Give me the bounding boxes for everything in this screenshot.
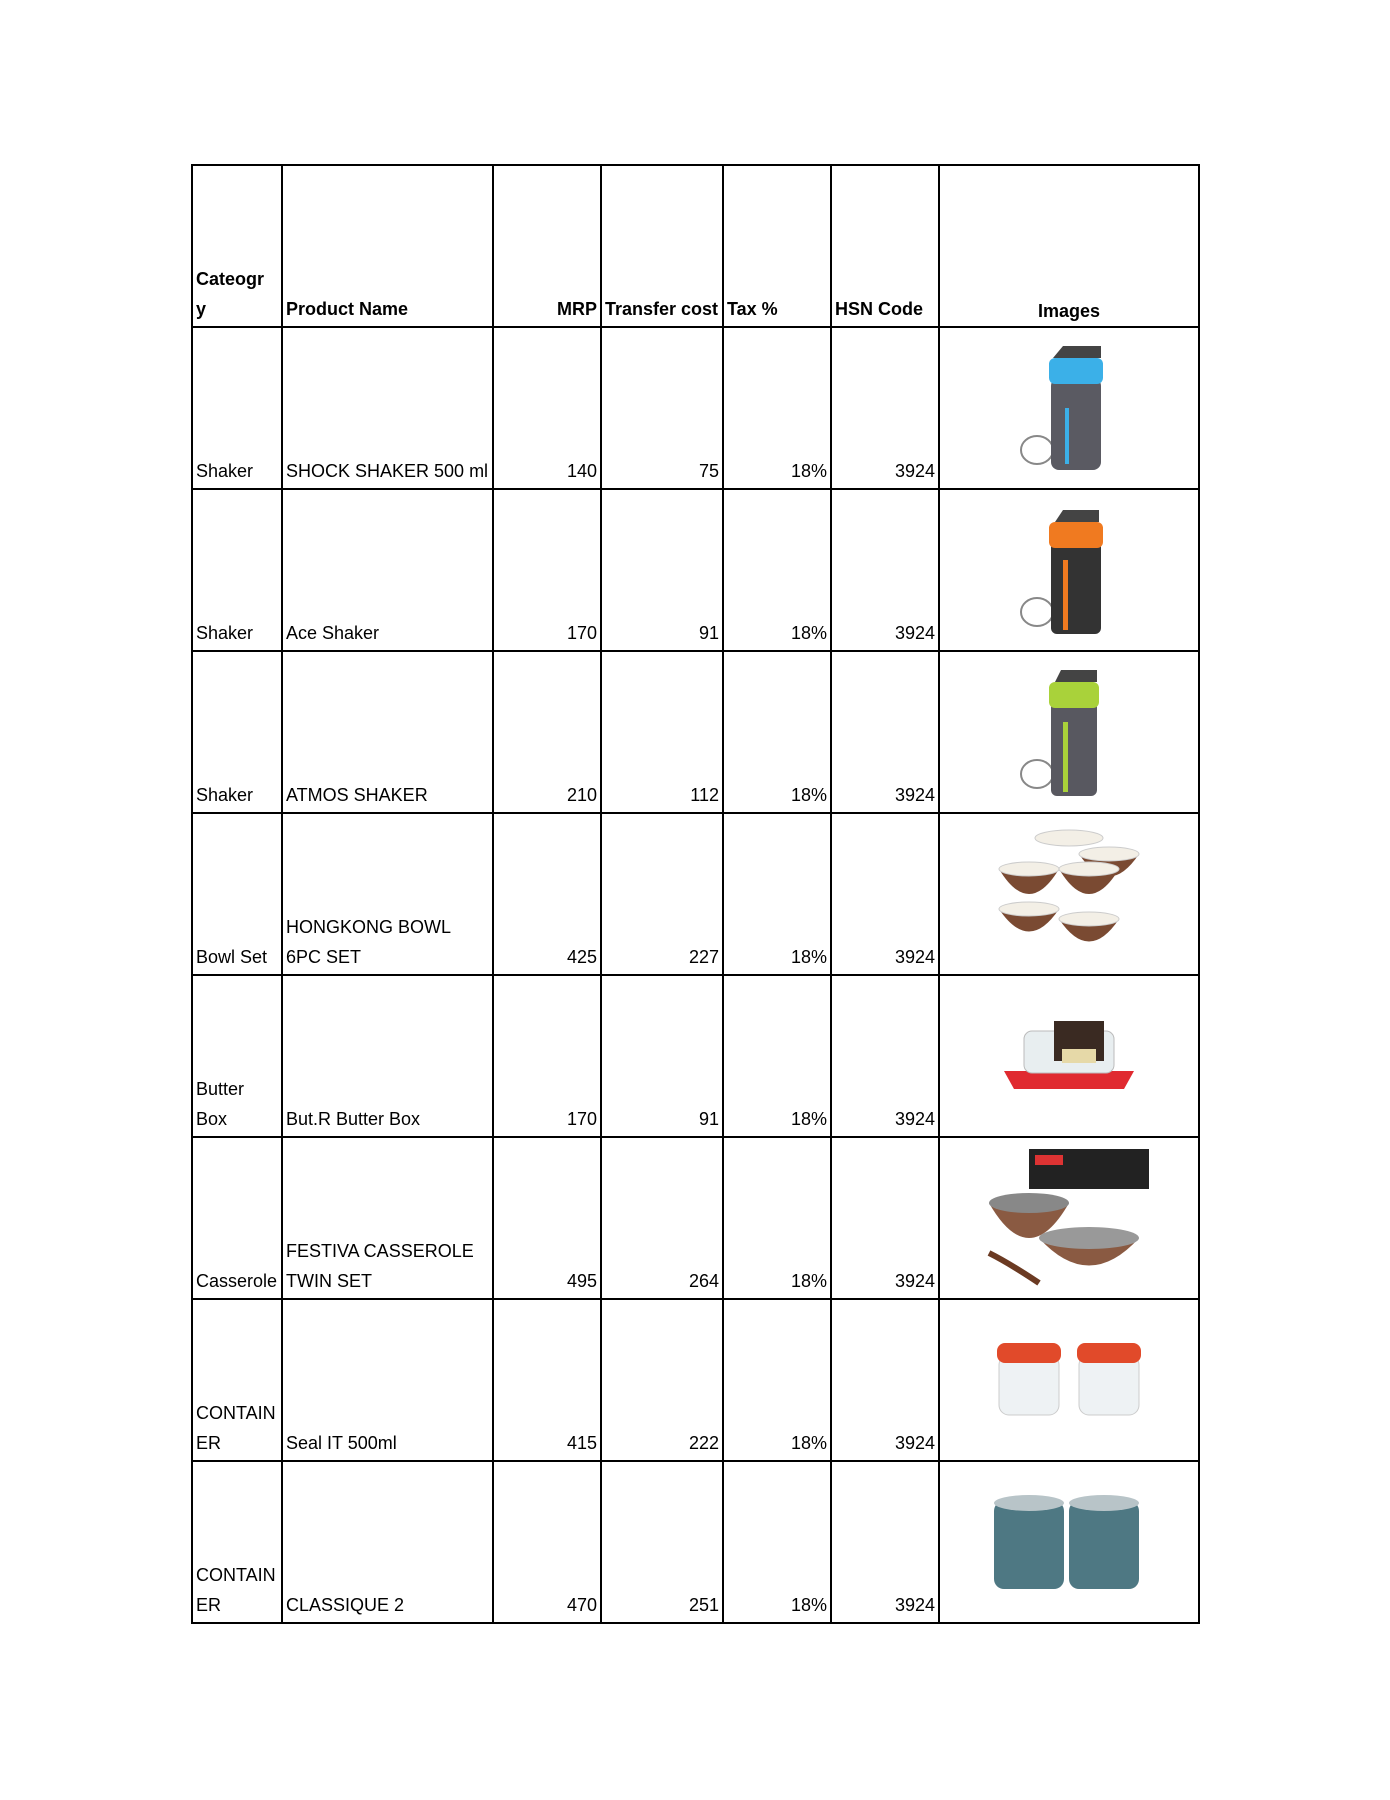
- hsn-code-cell: 3924: [831, 327, 939, 489]
- tax-cell: 18%: [723, 327, 831, 489]
- hsn-code-cell: 3924: [831, 1137, 939, 1299]
- canister-pair-image: [940, 1487, 1198, 1597]
- table-row: [192, 1299, 1199, 1461]
- header-hsn-code: HSN Code: [831, 165, 939, 327]
- header-mrp: MRP: [493, 165, 601, 327]
- mrp-cell: 415: [493, 1299, 601, 1461]
- table-row: [192, 489, 1199, 651]
- header-row: [192, 165, 1199, 327]
- mrp-cell: 425: [493, 813, 601, 975]
- table-row: [192, 813, 1199, 975]
- product-image-cell: [939, 1299, 1199, 1461]
- product-image-cell: [939, 651, 1199, 813]
- green-shaker-bottle-image: [940, 662, 1198, 802]
- orange-shaker-bottle-image: [940, 500, 1198, 640]
- product-name-cell: SHOCK SHAKER 500 ml: [282, 327, 493, 489]
- mrp-cell: 170: [493, 975, 601, 1137]
- hsn-code-cell: 3924: [831, 1299, 939, 1461]
- transfer-cost-cell: 264: [601, 1137, 723, 1299]
- product-image-cell: [939, 1137, 1199, 1299]
- tax-cell: 18%: [723, 1137, 831, 1299]
- product-image-cell: [939, 975, 1199, 1137]
- table-row: [192, 1461, 1199, 1623]
- header-tax: Tax %: [723, 165, 831, 327]
- product-name-cell: FESTIVA CASSEROLE TWIN SET: [282, 1137, 493, 1299]
- product-name-cell: CLASSIQUE 2: [282, 1461, 493, 1623]
- table-row: [192, 327, 1199, 489]
- transfer-cost-cell: 251: [601, 1461, 723, 1623]
- table-row: [192, 975, 1199, 1137]
- product-image-cell: [939, 327, 1199, 489]
- category-cell: CONTAINER: [192, 1461, 282, 1623]
- tax-cell: 18%: [723, 975, 831, 1137]
- product-name-cell: HONGKONG BOWL 6PC SET: [282, 813, 493, 975]
- transfer-cost-cell: 75: [601, 327, 723, 489]
- transfer-cost-cell: 112: [601, 651, 723, 813]
- hsn-code-cell: 3924: [831, 651, 939, 813]
- header-product-name: Product Name: [282, 165, 493, 327]
- product-name-cell: ATMOS SHAKER: [282, 651, 493, 813]
- header-transfer-cost: Transfer cost: [601, 165, 723, 327]
- mrp-cell: 470: [493, 1461, 601, 1623]
- blue-shaker-bottle-image: [940, 338, 1198, 478]
- mrp-cell: 170: [493, 489, 601, 651]
- hsn-code-cell: 3924: [831, 975, 939, 1137]
- seal-containers-image: [940, 1335, 1198, 1425]
- tax-cell: 18%: [723, 489, 831, 651]
- butter-box-image: [940, 1001, 1198, 1111]
- header-images: Images: [939, 165, 1199, 327]
- table-row: [192, 1137, 1199, 1299]
- product-name-cell: Ace Shaker: [282, 489, 493, 651]
- product-name-cell: Seal IT 500ml: [282, 1299, 493, 1461]
- hsn-code-cell: 3924: [831, 1461, 939, 1623]
- transfer-cost-cell: 222: [601, 1299, 723, 1461]
- category-cell: CONTAINER: [192, 1299, 282, 1461]
- mrp-cell: 495: [493, 1137, 601, 1299]
- tax-cell: 18%: [723, 651, 831, 813]
- transfer-cost-cell: 91: [601, 975, 723, 1137]
- product-table: [191, 164, 1200, 1624]
- product-image-cell: [939, 1461, 1199, 1623]
- product-image-cell: [939, 489, 1199, 651]
- transfer-cost-cell: 227: [601, 813, 723, 975]
- category-cell: Butter Box: [192, 975, 282, 1137]
- hsn-code-cell: 3924: [831, 489, 939, 651]
- category-cell: Casserole: [192, 1137, 282, 1299]
- category-cell: Bowl Set: [192, 813, 282, 975]
- product-name-cell: But.R Butter Box: [282, 975, 493, 1137]
- bowl-set-image: [940, 824, 1198, 964]
- table-row: [192, 651, 1199, 813]
- mrp-cell: 140: [493, 327, 601, 489]
- casserole-set-image: [940, 1143, 1198, 1293]
- tax-cell: 18%: [723, 1461, 831, 1623]
- tax-cell: 18%: [723, 813, 831, 975]
- hsn-code-cell: 3924: [831, 813, 939, 975]
- category-cell: Shaker: [192, 327, 282, 489]
- product-image-cell: [939, 813, 1199, 975]
- category-cell: Shaker: [192, 651, 282, 813]
- tax-cell: 18%: [723, 1299, 831, 1461]
- header-category: Cateogr y: [192, 165, 282, 327]
- mrp-cell: 210: [493, 651, 601, 813]
- category-cell: Shaker: [192, 489, 282, 651]
- transfer-cost-cell: 91: [601, 489, 723, 651]
